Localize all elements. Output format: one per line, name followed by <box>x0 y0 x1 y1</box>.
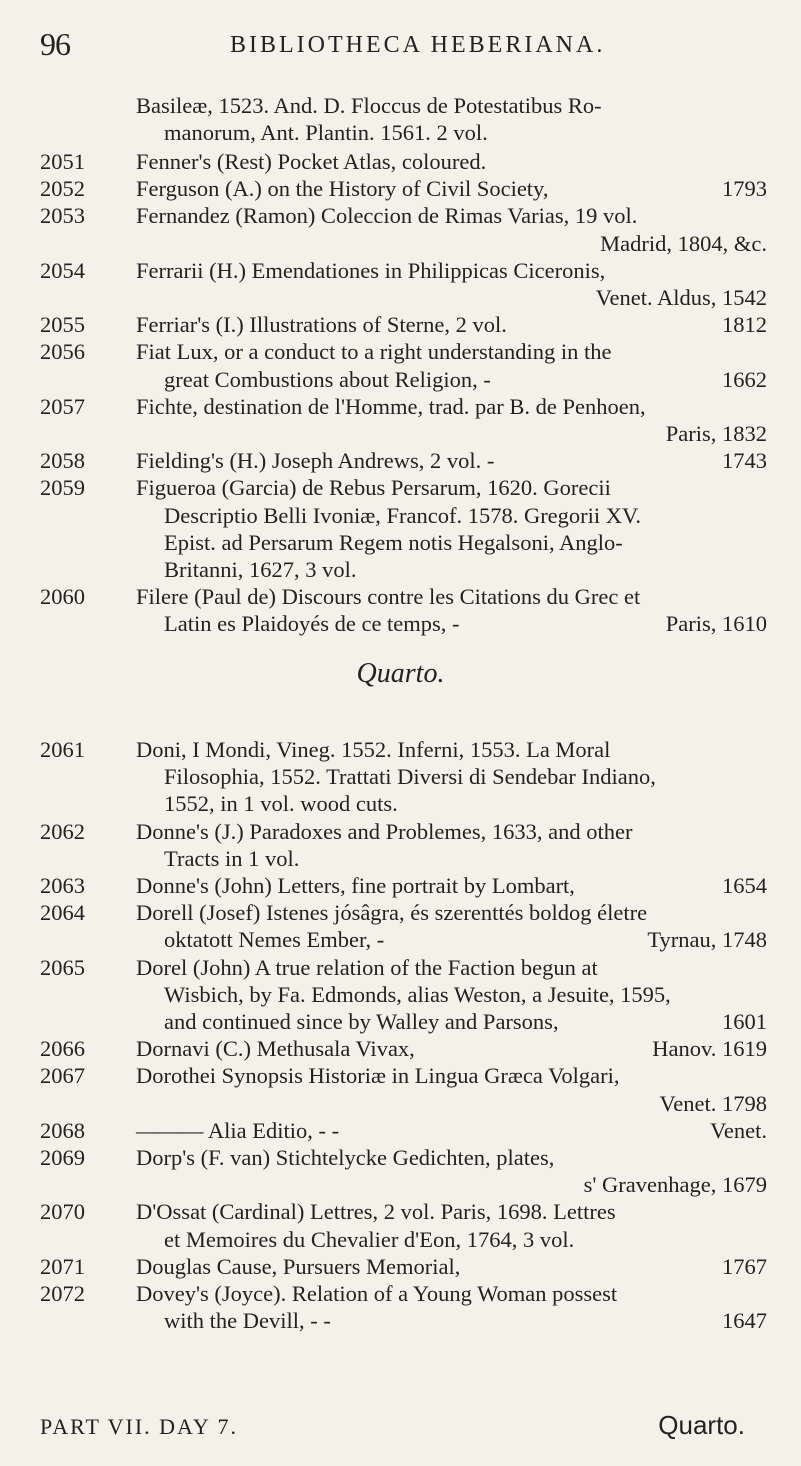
lot-number: 2059 <box>40 475 85 501</box>
catalogue-entry <box>40 257 767 311</box>
continuation-text: Epist. ad Persarum Regem notis Hegalsoni, Anglo- <box>164 529 623 555</box>
entry-text: Fernandez (Ramon) Coleccion de Rimas Varias, 19 vol. <box>136 203 638 229</box>
entry-continuation <box>136 610 767 637</box>
continuation-text: Descriptio Belli Ivoniæ, Francof. 1578. Gregorii XV. <box>164 502 642 528</box>
entry-imprint: 1743 <box>722 448 767 474</box>
entry-text: ——— Alia Editio, - - <box>136 1117 340 1143</box>
lot-number: 2071 <box>40 1253 85 1279</box>
entry-text: Dornavi (C.) Methusala Vivax, <box>136 1036 415 1062</box>
entry-text: Dorp's (F. van) Stichtelycke Gedichten, plates, <box>136 1145 555 1170</box>
catalogue-entry <box>40 736 767 818</box>
entry-continuation <box>136 763 767 790</box>
lot-number: 2055 <box>40 312 85 338</box>
entry-continuation <box>136 284 767 311</box>
lot-number: 2064 <box>40 900 85 926</box>
lot-number: 2056 <box>40 339 85 365</box>
lot-number: 2057 <box>40 393 85 419</box>
entry-text: D'Ossat (Cardinal) Lettres, 2 vol. Paris, 1698. Lettres <box>136 1199 616 1225</box>
entry-text: Donne's (John) Letters, fine portrait by Lombart, <box>136 873 575 898</box>
lot-number: 2053 <box>40 203 85 229</box>
lot-number: 2063 <box>40 873 85 898</box>
entry-imprint: Venet. <box>710 1117 767 1143</box>
entry-continuation <box>136 420 767 447</box>
lot-number: 2066 <box>40 1036 85 1062</box>
entry-text: Fielding's (H.) Joseph Andrews, 2 vol. - <box>136 448 495 474</box>
continuation-text: Tracts in 1 vol. <box>164 845 300 871</box>
lot-number: 2062 <box>40 818 85 844</box>
entry-imprint: Tyrnau, 1748 <box>647 927 767 953</box>
entry-text: Dovey's (Joyce). Relation of a Young Woman possest <box>136 1281 618 1306</box>
entry-imprint: Paris, 1610 <box>665 611 767 637</box>
catalogue-entry <box>40 899 767 953</box>
section-heading: Quarto. <box>356 658 445 689</box>
entry-text: Figueroa (Garcia) de Rebus Persarum, 1620. Gorecii <box>136 475 611 501</box>
entry-continuation <box>136 230 767 257</box>
catalogue-entry <box>40 1144 767 1198</box>
running-title: BIBLIOTHECA HEBERIANA. <box>230 32 606 58</box>
entry-text: Ferrarii (H.) Emendationes in Philippicas Ciceronis, <box>136 257 606 283</box>
entry-continuation <box>136 1171 767 1198</box>
entry-text: Doni, I Mondi, Vineg. 1552. Inferni, 1553. La Moral <box>136 737 611 762</box>
entry-continuation <box>136 981 767 1008</box>
entry-text: Dorel (John) A true relation of the Faction begun at <box>136 954 598 980</box>
entry-text: Dorothei Synopsis Historiæ in Lingua Græca Volgari, <box>136 1063 620 1089</box>
entry-imprint: 1662 <box>722 366 767 392</box>
lot-number: 2060 <box>40 584 85 610</box>
entry-continuation <box>136 1090 767 1117</box>
lot-number: 2072 <box>40 1281 85 1306</box>
entry-text: Fenner's (Rest) Pocket Atlas, coloured. <box>136 149 487 174</box>
continuation-text: et Memoires du Chevalier d'Eon, 1764, 3 vol. <box>164 1226 575 1252</box>
entry-imprint: Venet. Aldus, 1542 <box>595 285 767 310</box>
entry-continuation <box>136 366 767 393</box>
entry-imprint: Hanov. 1619 <box>652 1036 767 1062</box>
catalogue-entry <box>40 474 767 583</box>
continuation-text: great Combustions about Religion, - <box>164 366 491 392</box>
page-footer <box>40 1410 767 1440</box>
entry-continuation <box>136 1008 767 1035</box>
continuation-line: manorum, Ant. Plantin. 1561. 2 vol. <box>164 120 488 146</box>
catalogue-entry <box>40 175 767 202</box>
continuation-text: 1552, in 1 vol. wood cuts. <box>164 791 398 817</box>
continuation-text: Filosophia, 1552. Trattati Diversi di Sendebar Indiano, <box>164 764 656 790</box>
catalogue-entry <box>40 1198 767 1252</box>
entry-continuation <box>136 529 767 556</box>
entry-continuation <box>136 790 767 817</box>
entry-text: Douglas Cause, Pursuers Memorial, <box>136 1253 461 1279</box>
catalogue-entry <box>40 1280 767 1334</box>
catalogue-entry <box>40 148 767 175</box>
catalogue-entry <box>40 202 767 256</box>
continuation-text: Wisbich, by Fa. Edmonds, alias Weston, a Jesuite, 1595, <box>164 981 671 1007</box>
catalogue-entry <box>40 447 767 474</box>
entry-imprint: 1767 <box>722 1253 767 1279</box>
top-continuation <box>40 92 767 146</box>
entry-text: Dorell (Josef) Istenes jósâgra, és szerenttés boldog életre <box>136 900 648 926</box>
entry-continuation <box>136 845 767 872</box>
continuation-text: Britanni, 1627, 3 vol. <box>164 557 357 582</box>
entry-text: Filere (Paul de) Discours contre les Citations du Grec et <box>136 584 641 610</box>
continuation-line: Basileæ, 1523. And. D. Floccus de Potestatibus Ro- <box>136 93 602 118</box>
entry-text: Donne's (J.) Paradoxes and Problemes, 1633, and other <box>136 818 633 844</box>
lot-number: 2065 <box>40 954 85 980</box>
lot-number: 2069 <box>40 1145 85 1170</box>
continuation-text: with the Devill, - - <box>164 1308 331 1334</box>
lot-number: 2067 <box>40 1063 85 1089</box>
lot-number: 2054 <box>40 257 85 283</box>
catalogue-entry <box>40 311 767 338</box>
page-header <box>40 26 761 66</box>
entry-imprint: Venet. 1798 <box>659 1090 767 1116</box>
entry-continuation <box>136 1226 767 1253</box>
catalogue-entry <box>40 872 767 899</box>
entry-imprint: 1601 <box>722 1009 767 1034</box>
catalogue-entry <box>40 818 767 872</box>
continuation-text: and continued since by Walley and Parsons, <box>164 1009 559 1034</box>
entry-continuation <box>136 926 767 953</box>
continuation-text: Latin es Plaidoyés de ce temps, - <box>164 611 460 637</box>
lot-number: 2051 <box>40 149 85 174</box>
catalogue-entry <box>40 1253 767 1280</box>
continuation-text: oktatott Nemes Ember, - <box>164 927 385 953</box>
lot-number: 2058 <box>40 448 85 474</box>
entry-text: Fichte, destination de l'Homme, trad. par B. de Penhoen, <box>136 393 646 419</box>
lot-number: 2068 <box>40 1117 85 1143</box>
catchword: Quarto. <box>658 1410 745 1440</box>
catalogue-entry <box>40 338 767 392</box>
catalogue-entry <box>40 393 767 447</box>
entry-text: Ferguson (A.) on the History of Civil Society, <box>136 176 549 202</box>
entry-continuation <box>136 502 767 529</box>
catalogue-entry <box>40 583 767 637</box>
entry-text: Ferriar's (I.) Illustrations of Sterne, 2 vol. <box>136 312 507 338</box>
catalogue-entry <box>40 1035 767 1062</box>
entry-continuation <box>136 556 767 583</box>
lot-number: 2061 <box>40 737 85 762</box>
part-day-label: PART VII. DAY 7. <box>40 1414 238 1439</box>
entry-imprint: 1654 <box>722 873 767 898</box>
catalogue-entry <box>40 954 767 1036</box>
catalogue-entry <box>40 1117 767 1144</box>
entry-continuation <box>136 1307 767 1334</box>
entry-imprint: Paris, 1832 <box>665 421 767 446</box>
entry-imprint: 1812 <box>722 312 767 338</box>
entry-imprint: 1647 <box>722 1308 767 1334</box>
page-number: 96 <box>40 26 70 62</box>
catalogue-entry <box>40 1062 767 1116</box>
entry-imprint: Madrid, 1804, &c. <box>600 230 767 256</box>
entry-text: Fiat Lux, or a conduct to a right understanding in the <box>136 339 612 365</box>
lot-number: 2070 <box>40 1199 85 1225</box>
entry-imprint: s' Gravenhage, 1679 <box>583 1172 767 1198</box>
lot-number: 2052 <box>40 176 85 202</box>
entry-imprint: 1793 <box>722 176 767 202</box>
